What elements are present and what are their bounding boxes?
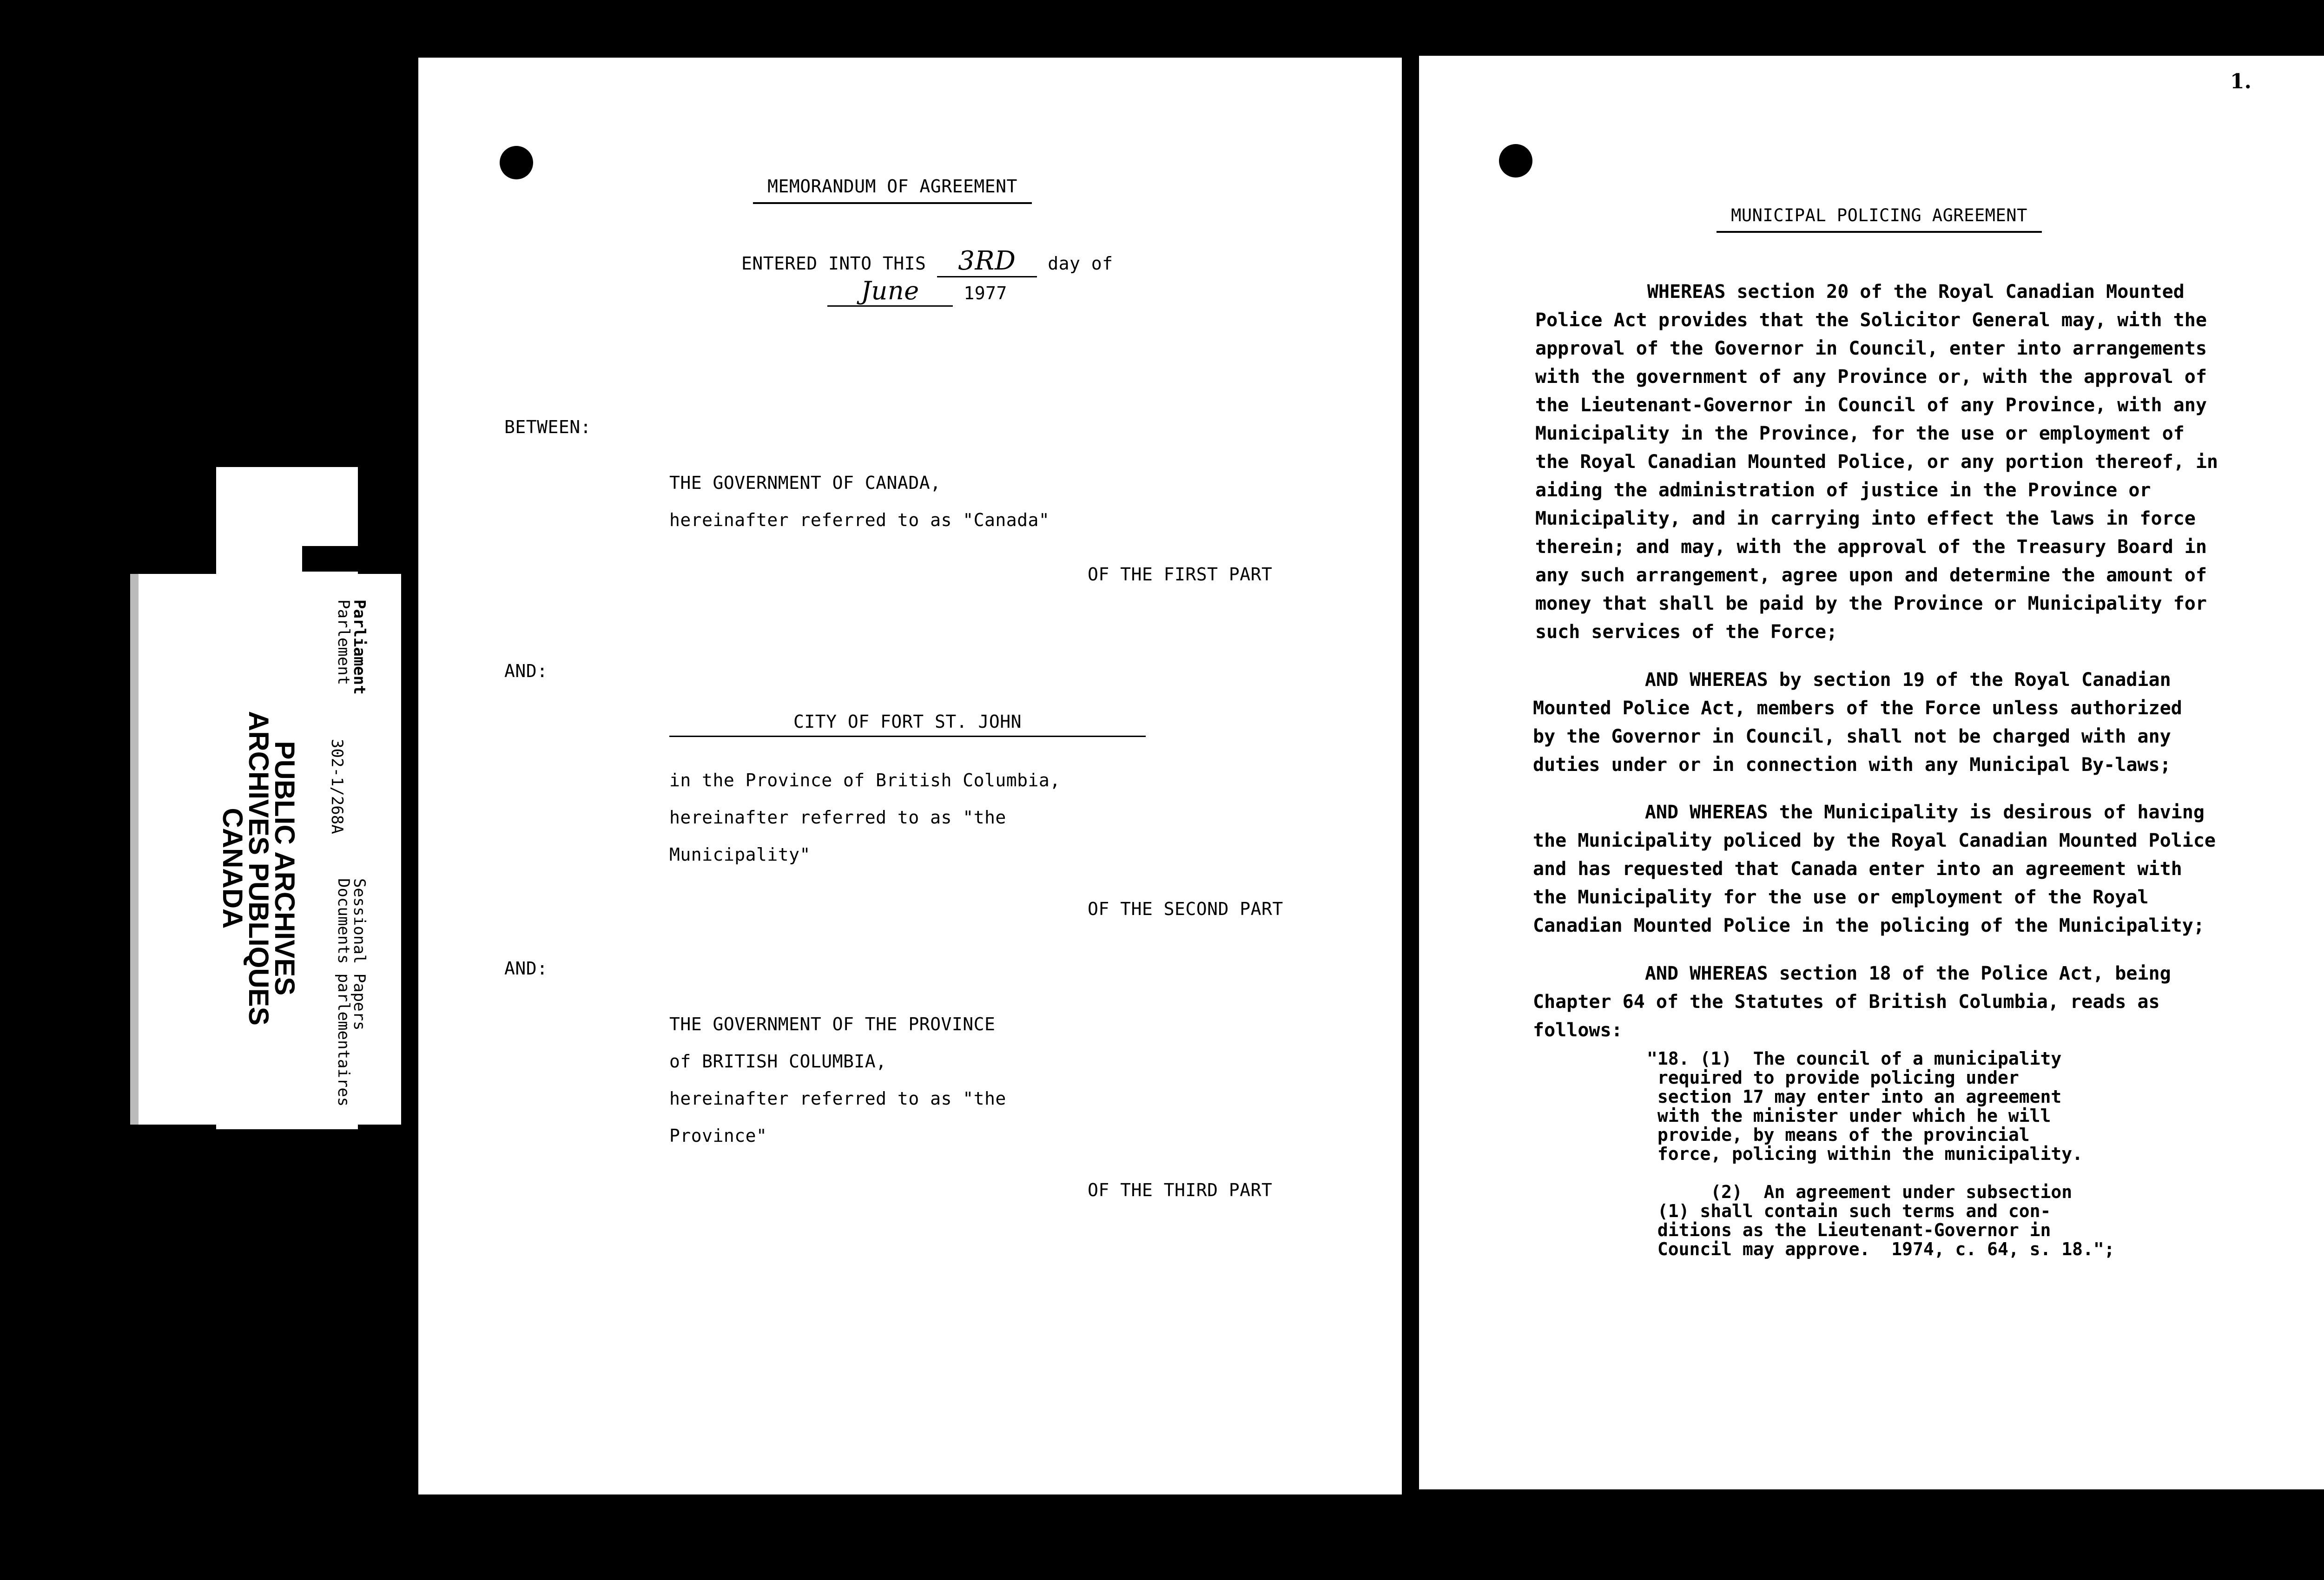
archive-line-2: ARCHIVES PUBLIQUES xyxy=(243,711,274,1026)
archive-stamp xyxy=(217,711,300,1026)
and-label-2: AND: xyxy=(504,958,548,979)
party2-reference-cont: Municipality" xyxy=(669,844,811,865)
parliament-fr: Parlement xyxy=(334,599,353,685)
memorandum-page xyxy=(418,58,1402,1494)
party3-reference: hereinafter referred to as "the xyxy=(669,1088,1006,1109)
recital-rcmp-act-section-20: WHEREAS section 20 of the Royal Canadian Mounted Police Act provides that the Solicitor General may, with the approval of the Governor in Council, enter into arrangements with the government of any Province or, with the approval of the Lieutenant-Governor in Council of any Province, with any Municipality in the Province, for the use or employment of the Royal Canadian Mounted Police, or any portion thereof, in aiding the administration of justice in the Province or Municipality, and in carrying into effect the laws in force therein; and may, with the approval of the Treasury Board in any such arrangement, agree upon and determine the amount of money that shall be paid by the Province or Municipality for such services of the Force; xyxy=(1535,281,2218,643)
party3-reference-cont: Province" xyxy=(669,1126,767,1146)
party2-name: CITY OF FORT ST. JOHN xyxy=(669,711,1146,737)
sessional-papers-label xyxy=(336,878,367,1106)
first-part-label: OF THE FIRST PART xyxy=(1088,564,1273,585)
punch-hole xyxy=(500,146,533,179)
archive-line-1: PUBLIC ARCHIVES xyxy=(269,741,300,996)
parliament-en: Parliament xyxy=(350,599,369,695)
year: 1977 xyxy=(964,283,1007,303)
recital-police-act-section-18: AND WHEREAS section 18 of the Police Act, being Chapter 64 of the Statutes of British Columbia, reads as follows: xyxy=(1533,963,2171,1041)
archive-line-3: CANADA xyxy=(217,808,248,929)
tab-notch xyxy=(302,546,390,572)
parliament-label xyxy=(336,599,367,695)
party3-name: THE GOVERNMENT OF THE PROVINCE xyxy=(669,1014,996,1034)
handwritten-day: 3RD xyxy=(958,246,1016,276)
page-number: 1. xyxy=(2230,70,2251,93)
policing-agreement-page xyxy=(1419,56,2324,1489)
handwritten-month: June xyxy=(861,276,919,305)
quoted-subsection-1: "18. (1) The council of a municipality required to provide policing under section 17 may enter into an agreement with the minister under which he will provide, by means of the provincial force, policing within the municipality. xyxy=(1647,1048,2083,1164)
entered-line xyxy=(741,246,1113,277)
quoted-subsection-2: (2) An agreement under subsection (1) shall contain such terms and con- ditions as the Lieutenant-Governor in Council may approve. 1974, c. 64, s. 18."; xyxy=(1657,1182,2115,1259)
second-part-label: OF THE SECOND PART xyxy=(1088,899,1283,919)
agreement-title: MUNICIPAL POLICING AGREEMENT xyxy=(1717,205,2042,233)
recital-rcmp-act-section-19: AND WHEREAS by section 19 of the Royal Canadian Mounted Police Act, members of the Force unless authorized by the Governor in Council, shall not be charged with any duties under or in connection with any Municipal By-laws; xyxy=(1533,669,2182,776)
entered-prefix: ENTERED INTO THIS xyxy=(741,253,926,274)
memorandum-title: MEMORANDUM OF AGREEMENT xyxy=(753,176,1032,204)
punch-hole xyxy=(1499,144,1532,178)
recital-municipality-request: AND WHEREAS the Municipality is desirous of having the Municipality policed by the Royal Canadian Mounted Police and has requested that Canada enter into an agreement with the Municipality for the use or employment of the Royal Canadian Mounted Police in the policing of the Municipality; xyxy=(1533,802,2216,936)
party3-province: of BRITISH COLUMBIA, xyxy=(669,1051,887,1072)
party1-name: THE GOVERNMENT OF CANADA, xyxy=(669,473,941,493)
reference-number: 302-1/268A xyxy=(328,739,346,834)
and-label-1: AND: xyxy=(504,661,548,681)
party2-reference: hereinafter referred to as "the xyxy=(669,807,1006,828)
papers-fr: Documents parlementaires xyxy=(334,878,353,1107)
third-part-label: OF THE THIRD PART xyxy=(1088,1180,1273,1200)
papers-en: Sessional Papers xyxy=(350,878,369,1031)
party1-reference: hereinafter referred to as "Canada" xyxy=(669,510,1050,530)
date-line xyxy=(827,276,1007,307)
party2-province: in the Province of British Columbia, xyxy=(669,770,1061,790)
between-label: BETWEEN: xyxy=(504,417,592,437)
entered-suffix: day of xyxy=(1048,253,1113,274)
